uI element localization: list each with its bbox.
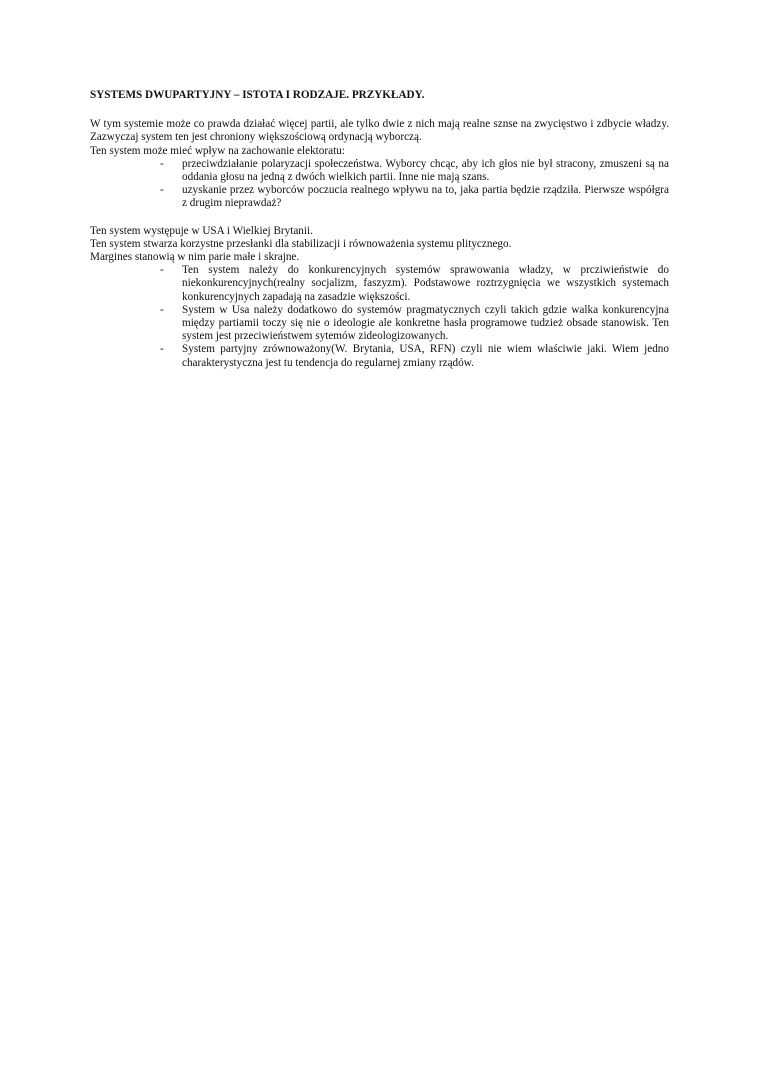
list-item-text: przeciwdziałanie polaryzacji społeczeństwa. Wyborcy chcąc, aby ich głos nie był stracony, zmuszeni są na oddania głosu na jedną z dwóch wielkich partii. Inne nie mają szans. xyxy=(182,157,669,184)
bullet-dash: - xyxy=(160,303,164,316)
list-item-text: uzyskanie przez wyborców poczucia realnego wpływu na to, jaka partia będzie rządziła. Pierwsze współgra z drugim nieprawdaż? xyxy=(182,184,669,210)
bullet-dash: - xyxy=(160,157,164,170)
list-item xyxy=(90,343,669,369)
influence-line: Ten system może mieć wpływ na zachowanie elektoratu: xyxy=(90,144,345,157)
document-title: SYSTEMS DWUPARTYJNY – ISTOTA I RODZAJE. PRZYKŁADY. xyxy=(90,89,425,101)
list-item-text: System partyjny zrównoważony(W. Brytania, USA, RFN) czyli nie wiem właściwie jaki. Wiem jedno charakterystyczna jest tu tendencja do regularnej zmiany rządów. xyxy=(182,343,669,369)
stabilization-line: Ten system stwarza korzystne przesłanki dla stabilizacji i równoważenia systemu plitycznego. xyxy=(90,237,512,250)
document-page xyxy=(90,89,669,370)
system-characteristics-list xyxy=(90,264,669,370)
list-item xyxy=(90,304,669,344)
list-item-text: Ten system należy do konkurencyjnych systemów sprawowania władzy, w prcziwieństwie do niekonkurencyjnych(realny socjalizm, faszyzm). Podstawowe roztrzygnięcia we wszystkich systemach konkurencyjnych zapadają na zasadzie większości. xyxy=(182,264,669,303)
electorate-effects-list xyxy=(90,158,669,211)
list-item xyxy=(90,158,669,184)
bullet-dash: - xyxy=(160,264,164,277)
list-item xyxy=(90,184,669,210)
paragraph-gap xyxy=(90,211,669,225)
bullet-dash: - xyxy=(160,184,164,197)
intro-paragraph: W tym systemie może co prawda działać więcej partii, ale tylko dwie z nich mają realne sznse na zwycięstwo i zdbycie władzy. Zazwyczaj system ten jest chroniony większościową ordynacją wyborczą. xyxy=(90,118,669,144)
list-item-text: System w Usa należy dodatkowo do systemów pragmatycznych czyli takich gdzie walka konkurencyjna między partiamii toczy się nie o ideologie ale konkretne hasła programowe tudzież obsade stanowisk. Ten system jest przeciwieństwem sytemów zideologizowanych. xyxy=(182,303,669,343)
list-item xyxy=(90,264,669,304)
margins-line: Margines stanowią w nim parie małe i skrajne. xyxy=(90,251,300,264)
bullet-dash: - xyxy=(160,343,164,356)
usa-line: Ten system występuje w USA i Wielkiej Brytanii. xyxy=(90,224,313,237)
